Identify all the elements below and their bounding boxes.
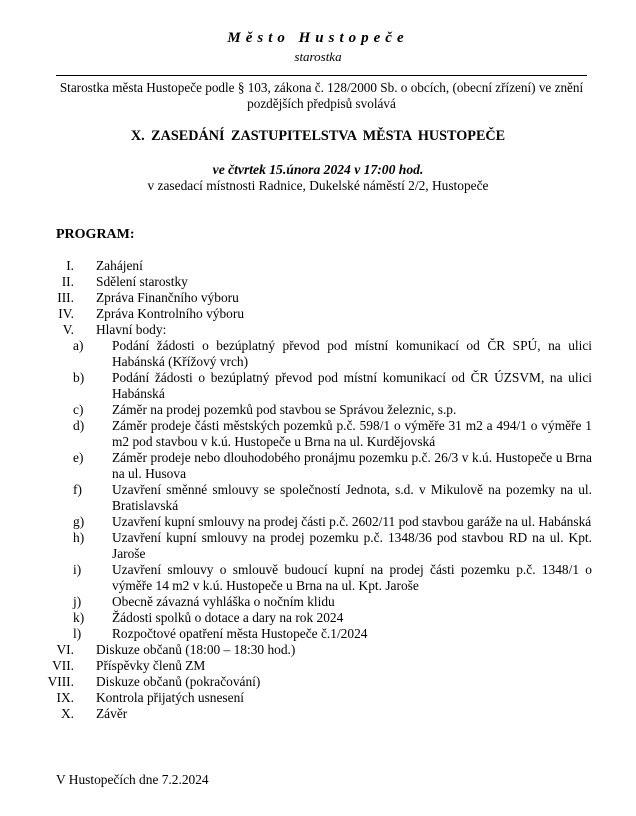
agenda-item <box>0 642 636 658</box>
agenda-item-text: Zpráva Kontrolního výboru <box>96 306 245 321</box>
agenda-item-number: III. <box>57 290 74 305</box>
agenda-sub-item-letter: j) <box>73 594 82 609</box>
agenda-sub-item <box>0 594 636 610</box>
agenda-sub-item-letter: f) <box>73 482 82 497</box>
agenda-sub-item-letter: h) <box>73 530 85 545</box>
agenda-sub-item <box>0 562 636 594</box>
agenda-item-number: II. <box>61 274 74 289</box>
agenda-sub-item-letter: a) <box>73 338 84 353</box>
agenda-item-number: VII. <box>52 658 74 673</box>
agenda-sub-item-letter: g) <box>73 514 85 529</box>
agenda-item <box>0 690 636 706</box>
program-heading: PROGRAM: <box>56 227 135 242</box>
agenda-sub-item-letter: k) <box>73 610 85 625</box>
agenda-sub-item-letter: b) <box>73 370 85 385</box>
agenda-item <box>0 274 636 290</box>
closing-date-line: V Hustopečích dne 7.2.2024 <box>56 772 209 787</box>
agenda-item <box>0 322 636 338</box>
agenda-sub-item <box>0 482 636 514</box>
agenda-sub-item-text: Žádosti spolků o dotace a dary na rok 2024 <box>112 610 344 625</box>
intro-paragraph: Starostka města Hustopeče podle § 103, zákona č. 128/2000 Sb. o obcích, (obecní zřízení) ve znění pozdějších předpisů svolává <box>59 80 584 111</box>
agenda-sub-item-text: Záměr prodeje nebo dlouhodobého pronájmu pozemku p.č. 26/3 v k.ú. Hustopeče u Brna na ul. Husova <box>112 450 592 481</box>
page-header-subtitle: starostka <box>294 49 342 64</box>
agenda-item-number: I. <box>66 258 74 273</box>
meeting-place: v zasedací místnosti Radnice, Dukelské náměstí 2/2, Hustopeče <box>147 178 489 193</box>
agenda-sub-item-letter: d) <box>73 418 85 433</box>
agenda-item-text: Sdělení starostky <box>96 274 188 289</box>
agenda-item <box>0 706 636 722</box>
agenda-item <box>0 674 636 690</box>
agenda-item-number: X. <box>60 706 74 721</box>
agenda-sub-item <box>0 370 636 402</box>
agenda-sub-item-letter: l) <box>73 626 82 641</box>
agenda-sub-item-text: Uzavření smlouvy o smlouvě budoucí kupní na prodej části pozemku p.č. 1348/1 o výměře 14 m2 v k.ú. Hustopeče u Brna na ul. Kpt. Jaroše <box>112 562 592 593</box>
agenda-sub-item-letter: i) <box>73 562 82 577</box>
agenda-item-text: Hlavní body: <box>96 322 167 337</box>
agenda-sub-item <box>0 626 636 642</box>
agenda-sub-item-text: Záměr prodeje části městských pozemků p.č. 598/1 o výměře 31 m2 a 494/1 o výměře 1 m2 pod stavbou v k.ú. Hustopeče u Brna na ul. Kurdějovská <box>112 418 592 449</box>
agenda-sub-item <box>0 338 636 370</box>
meeting-date: ve čtvrtek 15.února 2024 v 17:00 hod. <box>212 162 424 177</box>
page-header-title: Město Hustopeče <box>227 30 409 46</box>
agenda-sub-item-letter: c) <box>73 402 84 417</box>
agenda-item-number: IV. <box>58 306 74 321</box>
agenda-sub-item <box>0 530 636 562</box>
agenda-item <box>0 290 636 306</box>
agenda-sub-item-text: Uzavření kupní smlouvy na prodej pozemku p.č. 1348/36 pod stavbou RD na ul. Kpt. Jaroše <box>112 530 592 561</box>
agenda-item <box>0 658 636 674</box>
agenda-sub-item <box>0 514 636 530</box>
agenda-sub-item <box>0 418 636 450</box>
agenda-sub-item-text: Uzavření kupní smlouvy na prodej části p.č. 2602/11 pod stavbou garáže na ul. Habánská <box>112 514 592 529</box>
agenda-item-number: VIII. <box>47 674 74 689</box>
agenda-item-number: IX. <box>56 690 74 705</box>
agenda-item-number: VI. <box>56 642 74 657</box>
agenda-item-text: Diskuze občanů (18:00 – 18:30 hod.) <box>96 642 296 657</box>
header-divider <box>56 75 587 76</box>
agenda-item-text: Závěr <box>96 706 128 721</box>
agenda-sub-item-text: Záměr na prodej pozemků pod stavbou se Správou železnic, s.p. <box>112 402 457 417</box>
agenda-item <box>0 306 636 322</box>
agenda-item-text: Příspěvky členů ZM <box>96 658 206 673</box>
agenda-sub-item-text: Obecně závazná vyhláška o nočním klidu <box>112 594 335 609</box>
agenda-item-text: Kontrola přijatých usnesení <box>96 690 245 705</box>
agenda-sub-item-text: Rozpočtové opatření města Hustopeče č.1/2024 <box>112 626 368 641</box>
agenda-sub-item <box>0 610 636 626</box>
agenda-sub-item-text: Podání žádosti o bezúplatný převod pod místní komunikací od ČR SPÚ, na ulici Habánská (Křížový vrch) <box>112 338 592 369</box>
agenda-item-text: Zpráva Finančního výboru <box>96 290 239 305</box>
agenda-list <box>0 258 636 722</box>
agenda-item-text: Zahájení <box>96 258 143 273</box>
agenda-sub-item <box>0 450 636 482</box>
agenda-item <box>0 258 636 274</box>
meeting-title: X. ZASEDÁNÍ ZASTUPITELSTVA MĚSTA HUSTOPEČE <box>130 128 506 144</box>
agenda-item-number: V. <box>62 322 74 337</box>
agenda-sub-item-text: Uzavření směnné smlouvy se společností Jednota, s.d. v Mikulově na pozemky na ul. Bratislavská <box>112 482 592 513</box>
agenda-sub-item-text: Podání žádosti o bezúplatný převod pod místní komunikací od ČR ÚZSVM, na ulici Habánská <box>112 370 592 401</box>
agenda-sub-item <box>0 402 636 418</box>
agenda-item-text: Diskuze občanů (pokračování) <box>96 674 261 689</box>
agenda-sub-item-letter: e) <box>73 450 84 465</box>
